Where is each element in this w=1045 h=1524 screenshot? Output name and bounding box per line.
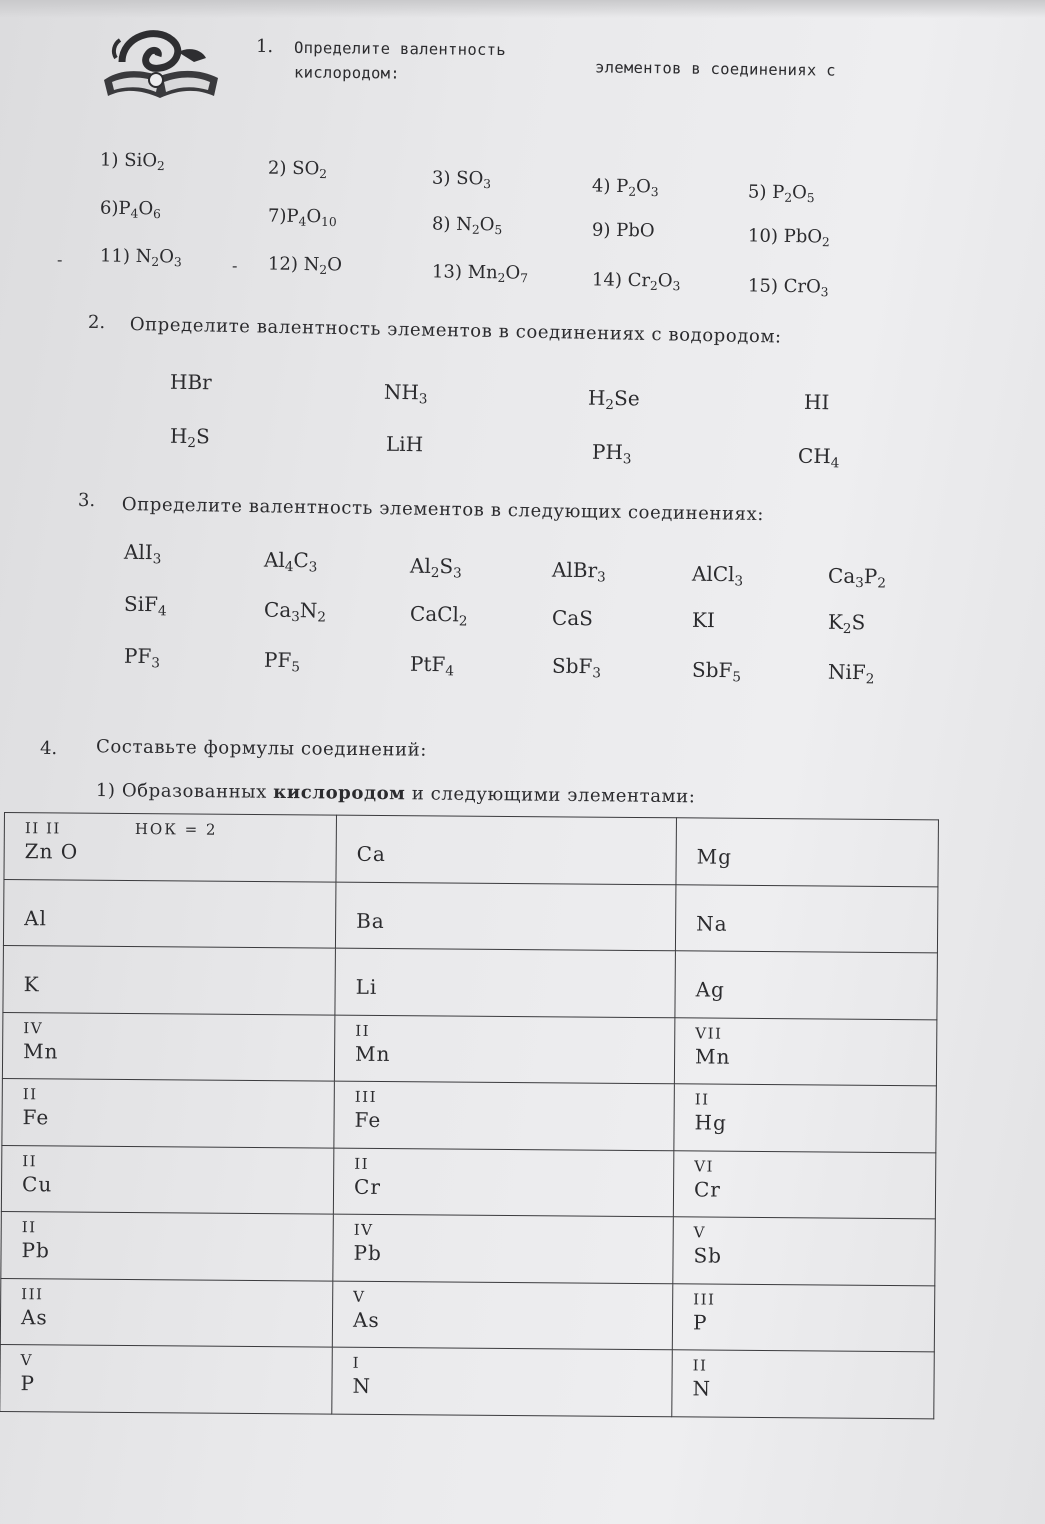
margin-dash: - (57, 250, 63, 269)
formula-symbol: K (827, 609, 844, 634)
formula-symbol: CaS (551, 605, 594, 631)
element-symbol: Ba (356, 908, 385, 933)
item-number: 14) (591, 269, 628, 291)
formula-symbol: O (657, 270, 673, 292)
formula-subscript: 7 (520, 271, 529, 286)
task4-number: 4. (39, 737, 58, 760)
oxide-formula (268, 206, 337, 228)
element-symbol: Mn (355, 1041, 391, 1066)
formula-subscript: 3 (173, 255, 182, 270)
compound-formula (552, 606, 593, 631)
element-symbol: K (23, 972, 40, 997)
task4-subtitle-start: 1) Образованных (95, 780, 274, 803)
formula-symbol: O (138, 198, 154, 220)
element-symbol: Cu (21, 1171, 53, 1196)
element-cell[interactable] (0, 1278, 333, 1347)
element-cell[interactable] (332, 1347, 673, 1416)
formula-symbol: SO (292, 157, 320, 180)
valence-label (697, 824, 924, 844)
formula-symbol: SO (456, 167, 484, 190)
oxide-formula (432, 214, 503, 236)
formula-symbol: CrO (783, 275, 821, 298)
formula-symbol: SiF (123, 591, 159, 617)
element-symbol: Zn O (24, 839, 79, 864)
hydride-formula (587, 385, 640, 414)
compound-formula (123, 539, 162, 568)
compound-formula (409, 651, 455, 680)
element-cell[interactable] (673, 1217, 936, 1286)
formula-symbol: AlBr (551, 557, 598, 583)
compound-formula (551, 557, 606, 586)
formula-symbol: N (456, 213, 473, 236)
item-number: 4) (591, 175, 617, 197)
valence-label: II (354, 1154, 370, 1173)
task1-number: 1. (255, 35, 274, 58)
formula-subscript: 2 (842, 621, 852, 638)
valence-label (24, 886, 321, 906)
table-row (3, 945, 937, 1019)
formula-subscript: 2 (319, 262, 328, 277)
table-row (1, 1211, 935, 1285)
formula-symbol: HI (803, 389, 830, 415)
formula-subscript: 3 (650, 185, 659, 200)
task4-prompt: Составьте формулы соединений: (95, 736, 428, 761)
compound-formula (123, 591, 167, 620)
valence-label: II II (24, 819, 61, 838)
formula-symbol: H (587, 385, 606, 410)
element-cell[interactable] (2, 1012, 335, 1081)
element-symbol: Mg (696, 844, 733, 869)
element-cell[interactable] (336, 815, 677, 884)
compound-formula (551, 653, 602, 682)
formula-subscript: 3 (596, 569, 606, 586)
valence-label (356, 888, 661, 908)
element-symbol: Cr (353, 1174, 382, 1199)
valence-label (356, 955, 661, 975)
oxide-formula (592, 220, 655, 242)
valence-label: III (21, 1284, 44, 1303)
formula-subscript: 3 (855, 575, 864, 592)
formula-symbol: AlCl (691, 561, 735, 587)
oxide-formula-table (0, 812, 939, 1419)
hydride-formula (170, 370, 212, 395)
formula-subscript: 2 (649, 278, 658, 293)
formula-symbol: O (479, 214, 495, 236)
valence-label (696, 891, 923, 911)
compound-formula (263, 547, 318, 576)
element-symbol: Mn (695, 1043, 731, 1069)
task2-prompt: Определите валентность элементов в соединениях с водородом: (129, 314, 782, 348)
element-symbol: Mn (23, 1038, 59, 1063)
compound-formula (827, 563, 887, 592)
formula-symbol: S (195, 424, 210, 449)
formula-subscript: 2 (156, 159, 165, 174)
element-cell[interactable] (3, 945, 336, 1014)
oxide-formula (268, 158, 327, 180)
element-symbol: Ag (695, 977, 725, 1002)
table-row (0, 1344, 934, 1418)
hydride-formula (169, 423, 210, 452)
valence-label: II (355, 1021, 371, 1040)
item-number: 3) (431, 167, 457, 189)
valence-label (24, 952, 321, 972)
valence-label: V (693, 1223, 707, 1242)
valence-label: I (352, 1353, 361, 1372)
item-number: 11) (99, 245, 136, 267)
formula-subscript: 2 (317, 609, 327, 626)
element-symbol: Hg (694, 1110, 727, 1135)
valence-label: II (22, 1085, 38, 1104)
oxide-formula (99, 245, 182, 270)
element-symbol: Fe (22, 1105, 50, 1130)
formula-subscript: 3 (672, 279, 681, 294)
formula-symbol: Ca (263, 597, 292, 622)
valence-label: IV (23, 1018, 44, 1037)
formula-subscript: 2 (784, 190, 793, 205)
element-symbol: P (692, 1309, 708, 1335)
compound-formula (123, 643, 161, 672)
formula-symbol: O (159, 246, 175, 268)
task1-prompt-part1: Определите валентность (293, 38, 506, 60)
formula-symbol: CH (797, 443, 831, 469)
compound-formula (409, 553, 462, 582)
item-number: 5) (747, 181, 773, 203)
element-symbol: N (352, 1373, 372, 1398)
margin-dash: - (232, 256, 238, 275)
element-cell[interactable] (332, 1281, 673, 1350)
formula-subscript: 3 (592, 665, 602, 682)
formula-symbol: KI (691, 607, 716, 633)
element-symbol: Pb (21, 1238, 50, 1263)
element-symbol: Fe (354, 1107, 382, 1132)
hydride-formula (383, 379, 428, 408)
element-cell[interactable] (672, 1350, 935, 1419)
formula-symbol: P (863, 564, 878, 589)
valence-label (696, 957, 923, 977)
element-cell[interactable] (2, 1078, 335, 1147)
formula-symbol: S (439, 554, 454, 579)
formula-subscript: 2 (319, 166, 328, 182)
element-cell[interactable] (1, 1145, 334, 1214)
formula-symbol: P (772, 181, 785, 204)
task1-prompt-part2: элементов в соединениях с (594, 58, 836, 80)
compound-formula (827, 659, 875, 688)
element-symbol: Pb (353, 1240, 382, 1265)
formula-symbol: Cr (627, 269, 651, 292)
formula-symbol: O (791, 182, 808, 204)
item-number: 1) (99, 149, 125, 171)
formula-subscript: 4 (445, 663, 455, 680)
item-number: 15) (747, 275, 784, 297)
formula-subscript: 2 (877, 575, 887, 592)
table-row (2, 1078, 936, 1152)
table-row (1, 1145, 935, 1219)
oxide-formula (747, 275, 829, 300)
formula-subscript: 2 (187, 435, 197, 452)
formula-subscript: 2 (821, 235, 830, 250)
element-cell[interactable] (333, 1148, 674, 1217)
oxide-formula (100, 150, 165, 172)
formula-symbol: N (135, 245, 152, 268)
formula-subscript: 4 (830, 455, 840, 472)
formula-symbol: P (616, 175, 629, 198)
item-number: 12) (267, 253, 304, 275)
valence-label: III (693, 1289, 716, 1309)
item-number: 10) (747, 225, 784, 247)
element-cell[interactable] (676, 818, 939, 887)
formula-subscript: 3 (418, 391, 428, 408)
compound-formula (263, 597, 327, 626)
valence-label: II (694, 1090, 710, 1109)
valence-label: II (692, 1356, 708, 1375)
element-cell[interactable] (3, 879, 336, 948)
element-symbol: Al (24, 905, 48, 930)
element-cell[interactable] (675, 884, 938, 953)
formula-subscript: 4 (157, 603, 167, 620)
formula-symbol: PH (591, 439, 624, 465)
element-symbol: N (692, 1376, 712, 1401)
formula-symbol: S (851, 610, 866, 635)
element-cell[interactable] (0, 1344, 332, 1413)
element-symbol: Li (355, 974, 378, 999)
oxide-formula (591, 269, 681, 294)
formula-subscript: 2 (471, 222, 480, 237)
element-cell[interactable] (674, 1084, 937, 1153)
item-number: 13) (431, 261, 468, 283)
item-number: 6) (99, 197, 119, 219)
formula-subscript: 4 (130, 206, 139, 221)
formula-subscript: 3 (820, 285, 829, 300)
oxide-formula (268, 253, 342, 275)
formula-symbol: NH (383, 379, 420, 405)
formula-symbol: AlI (123, 539, 153, 565)
formula-symbol: HBr (169, 369, 212, 395)
element-cell[interactable] (335, 882, 676, 951)
element-cell[interactable] (673, 1150, 936, 1219)
formula-subscript: 2 (430, 565, 440, 582)
valence-label (357, 822, 662, 842)
element-cell[interactable] (675, 951, 938, 1020)
formula-symbol: SiO (124, 149, 158, 172)
item-number: 2) (267, 157, 293, 179)
formula-subscript: 6 (152, 206, 161, 222)
formula-symbol: Al (263, 547, 286, 572)
formula-symbol: C (293, 548, 309, 573)
formula-subscript: 3 (152, 551, 162, 568)
compound-formula (263, 647, 301, 676)
formula-subscript: 2 (865, 671, 875, 688)
element-cell[interactable] (334, 1081, 675, 1150)
formula-symbol: Al (409, 553, 432, 578)
formula-symbol: O (505, 262, 521, 284)
task4-subtitle-bold: кислородом (273, 781, 406, 805)
formula-subscript: 2 (458, 613, 468, 630)
valence-label: IV (353, 1220, 374, 1239)
formula-subscript: 2 (497, 270, 506, 286)
book-character-logo (98, 22, 224, 106)
formula-symbol: H (169, 423, 188, 448)
compound-formula (827, 609, 866, 638)
formula-subscript: 5 (494, 223, 503, 238)
hydride-formula (591, 439, 632, 468)
formula-symbol: Mn (467, 261, 498, 284)
item-number: 8) (431, 213, 457, 235)
formula-symbol: Se (613, 386, 640, 411)
formula-symbol: N (299, 598, 318, 623)
element-cell[interactable] (335, 948, 676, 1017)
table-row (4, 813, 938, 887)
element-symbol: Na (696, 910, 728, 936)
table-row (0, 1278, 934, 1352)
element-symbol: As (20, 1304, 48, 1329)
formula-subscript: 3 (291, 609, 300, 626)
oxide-formula (432, 168, 491, 190)
valence-label: V (20, 1351, 34, 1370)
formula-symbol: O (635, 176, 652, 198)
formula-symbol: LiH (385, 431, 424, 457)
formula-symbol: PbO (616, 219, 655, 242)
oxide-formula (747, 225, 830, 250)
formula-symbol: Ca (827, 563, 856, 588)
task3-prompt: Определите валентность элементов в следующих соединениях: (121, 494, 765, 526)
element-cell[interactable] (674, 1017, 937, 1086)
hydride-formula (797, 443, 840, 472)
valence-label: VII (695, 1023, 723, 1043)
element-cell[interactable] (672, 1283, 935, 1352)
compound-formula (692, 608, 715, 632)
task1-prompt-line2: кислородом: (293, 63, 401, 83)
element-symbol: Ca (356, 841, 387, 867)
formula-subscript: 5 (806, 191, 815, 206)
element-symbol: P (20, 1371, 36, 1396)
formula-symbol: P (286, 205, 299, 227)
hydride-formula (804, 390, 830, 414)
task3-number: 3. (77, 489, 96, 512)
task4-subtitle (96, 780, 696, 807)
hydride-formula (386, 432, 423, 457)
formula-symbol: NiF (827, 659, 866, 685)
formula-subscript: 5 (291, 659, 301, 676)
formula-subscript: 3 (483, 176, 492, 192)
element-symbol: Sb (693, 1243, 723, 1268)
task2-number: 2. (87, 311, 106, 334)
formula-subscript: 2 (605, 396, 615, 414)
page-top-shadow (0, 0, 1045, 18)
valence-label: VI (694, 1156, 715, 1176)
task4-subtitle-end: и следующими элементами: (405, 783, 696, 808)
formula-symbol: SbF (691, 657, 733, 683)
formula-subscript: 4 (284, 558, 294, 576)
table-row (2, 1012, 936, 1086)
formula-symbol: PbO (783, 225, 823, 248)
formula-symbol: SbF (551, 653, 593, 679)
lcm-note: НОК = 2 (134, 820, 218, 839)
formula-symbol: N (303, 253, 320, 276)
formula-subscript: 2 (628, 184, 637, 199)
compound-formula (691, 657, 742, 686)
compound-formula (691, 561, 744, 590)
formula-symbol: PtF (409, 651, 446, 677)
element-cell[interactable] (334, 1015, 675, 1084)
element-cell[interactable] (1, 1211, 334, 1280)
formula-symbol: O (306, 206, 322, 228)
formula-symbol: CaCl (409, 601, 460, 627)
element-symbol: Cr (693, 1176, 722, 1202)
valence-label: II (22, 1151, 38, 1170)
formula-symbol: PF (123, 643, 152, 669)
valence-label: III (354, 1087, 378, 1106)
formula-subscript: 4 (298, 214, 307, 229)
valence-label: V (353, 1287, 366, 1306)
oxide-formula (100, 198, 161, 220)
table-row (3, 879, 937, 953)
formula-symbol: P (118, 197, 131, 220)
oxide-formula (431, 261, 529, 286)
item-number: 9) (591, 219, 617, 241)
element-cell[interactable] (4, 813, 337, 882)
oxide-formula (748, 182, 815, 204)
oxide-formula (592, 176, 659, 198)
formula-subscript: 3 (151, 655, 161, 672)
valence-label: II (21, 1218, 37, 1237)
element-symbol: As (352, 1307, 380, 1332)
formula-subscript: 3 (734, 573, 744, 590)
formula-subscript: 3 (308, 559, 318, 576)
formula-subscript: 3 (452, 565, 462, 582)
formula-subscript: 5 (732, 669, 742, 686)
formula-symbol: PF (263, 647, 292, 673)
formula-symbol: O (327, 254, 343, 276)
formula-subscript: 10 (321, 214, 337, 230)
item-number: 7) (267, 205, 287, 227)
element-cell[interactable] (333, 1214, 674, 1283)
formula-subscript: 3 (622, 451, 632, 468)
formula-subscript: 2 (151, 254, 160, 269)
compound-formula (409, 601, 468, 630)
